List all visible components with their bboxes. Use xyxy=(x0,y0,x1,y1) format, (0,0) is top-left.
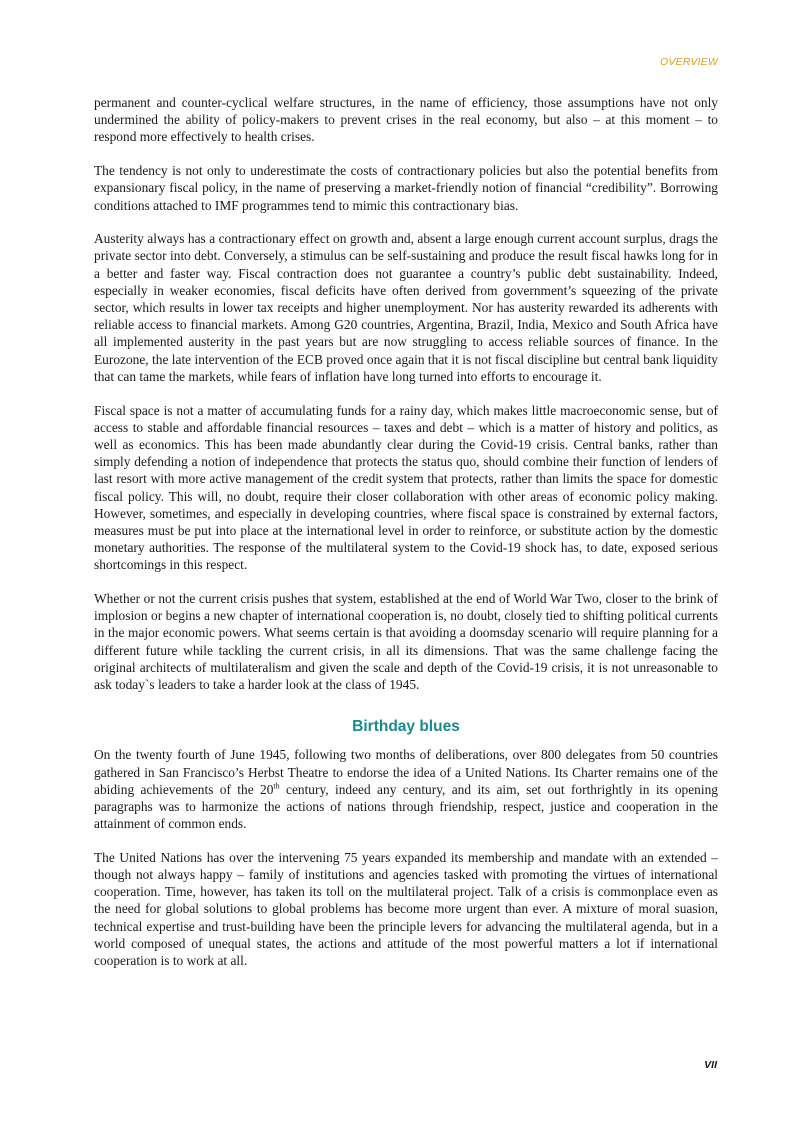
document-body xyxy=(94,94,718,986)
paragraph-un-charter-text: On the twenty fourth of June 1945, following two months of deliberations, over 800 delegates from 50 countries gathered in San Francisco’s Herbst Theatre to endorse the idea of a United Nations. Its Charter remains one of the abiding achievements of the 20 xyxy=(94,747,718,797)
paragraph-austerity: Austerity always has a contractionary effect on growth and, absent a large enough current account surplus, drags the private sector into debt. Conversely, a stimulus can be self-sustaining and produce the result fiscal hawks long for in a better and faster way. Fiscal contraction does not guarantee a country’s public debt sustainability. Indeed, especially in weaker economies, fiscal deficits have often derived from government’s squeezing of the private sector, which results in lower tax receipts and higher unemployment. Nor has austerity rewarded its adherents with reliable access to financial markets. Among G20 countries, Argentina, Brazil, India, Mexico and South Africa have all implemented austerity in the past years but are now struggling to access reliable sources of finance. In the Eurozone, the late intervention of the ECB proved once again that it is not fiscal discipline but central bank liquidity that can tame the markets, while fears of inflation have long turned into efforts to encourage it. xyxy=(94,231,718,384)
paragraph-current-crisis: Whether or not the current crisis pushes that system, established at the end of World War Two, closer to the brink of implosion or begins a new chapter of international cooperation is, no doubt, closely tied to shifting political currents in the major economic powers. What seems certain is that avoiding a doomsday scenario will require planning for a different future while tackling the current crisis, in all its dimensions. That was the same challenge facing the original architects of multilateralism and given the scale and depth of the Covid-19 crisis, it is not unreasonable to ask today`s leaders to take a harder look at the class of 1945. xyxy=(94,591,718,693)
paragraph-contractionary-policies: The tendency is not only to underestimate the costs of contractionary policies but also the potential benefits from expansionary fiscal policy, in the name of preserving a market-friendly notion of financial “credibility”. Borrowing conditions attached to IMF programmes tend to mimic this contractionary bias. xyxy=(94,163,718,213)
ordinal-superscript: th xyxy=(273,781,280,791)
paragraph-fiscal-space: Fiscal space is not a matter of accumulating funds for a rainy day, which makes little macroeconomic sense, but of access to stable and affordable financial resources – taxes and debt – which is a matter of history and politics, as well as economics. This has been made abundantly clear during the Covid-19 crisis. Central banks, rather than simply defending a notion of independence that protects the status quo, should combine their function of lenders of last resort with more active management of the credit system that protects, rather than limits the space for domestic fiscal policy. This will, no doubt, require their closer collaboration with other areas of economic policy making. However, sometimes, and especially in developing countries, where fiscal space is constrained by external factors, measures must be put into place at the international level in order to reinforce, or substitute action by the domestic monetary authorities. The response of the multilateral system to the Covid-19 shock has, to date, exposed serious shortcomings in this respect. xyxy=(94,402,718,573)
paragraph-un-charter xyxy=(94,746,718,832)
section-heading: Birthday blues xyxy=(352,718,460,736)
paragraph-welfare-structures: permanent and counter-cyclical welfare structures, in the name of efficiency, those assumptions have not only undermined the ability of policy-makers to prevent crises in the real economy, but also – at this moment – to respond more effectively to health crises. xyxy=(94,95,718,145)
paragraph-un-expansion: The United Nations has over the intervening 75 years expanded its membership and mandate with an extended – though not always happy – family of institutions and agencies tasked with promoting the virtues of international cooperation. Time, however, has taken its toll on the multilateral project. Talk of a crisis is commonplace even as the need for global solutions to global problems has become more urgent than ever. A mixture of moral suasion, technical expertise and trust-building have been the principle levers for advancing the multilateral agenda, but in a world composed of unequal states, the actions and attitude of the most powerful matters a lot if international cooperation is to work at all. xyxy=(94,849,718,969)
running-head: OVERVIEW xyxy=(659,56,718,68)
page-number: VII xyxy=(704,1059,717,1071)
paragraph-un-charter-text-cont: century, indeed any century, and its aim, set out forthrightly in its opening paragraphs was to harmonize the actions of nations through friendship, respect, justice and cooperation in the attainment of common ends. xyxy=(94,781,718,832)
